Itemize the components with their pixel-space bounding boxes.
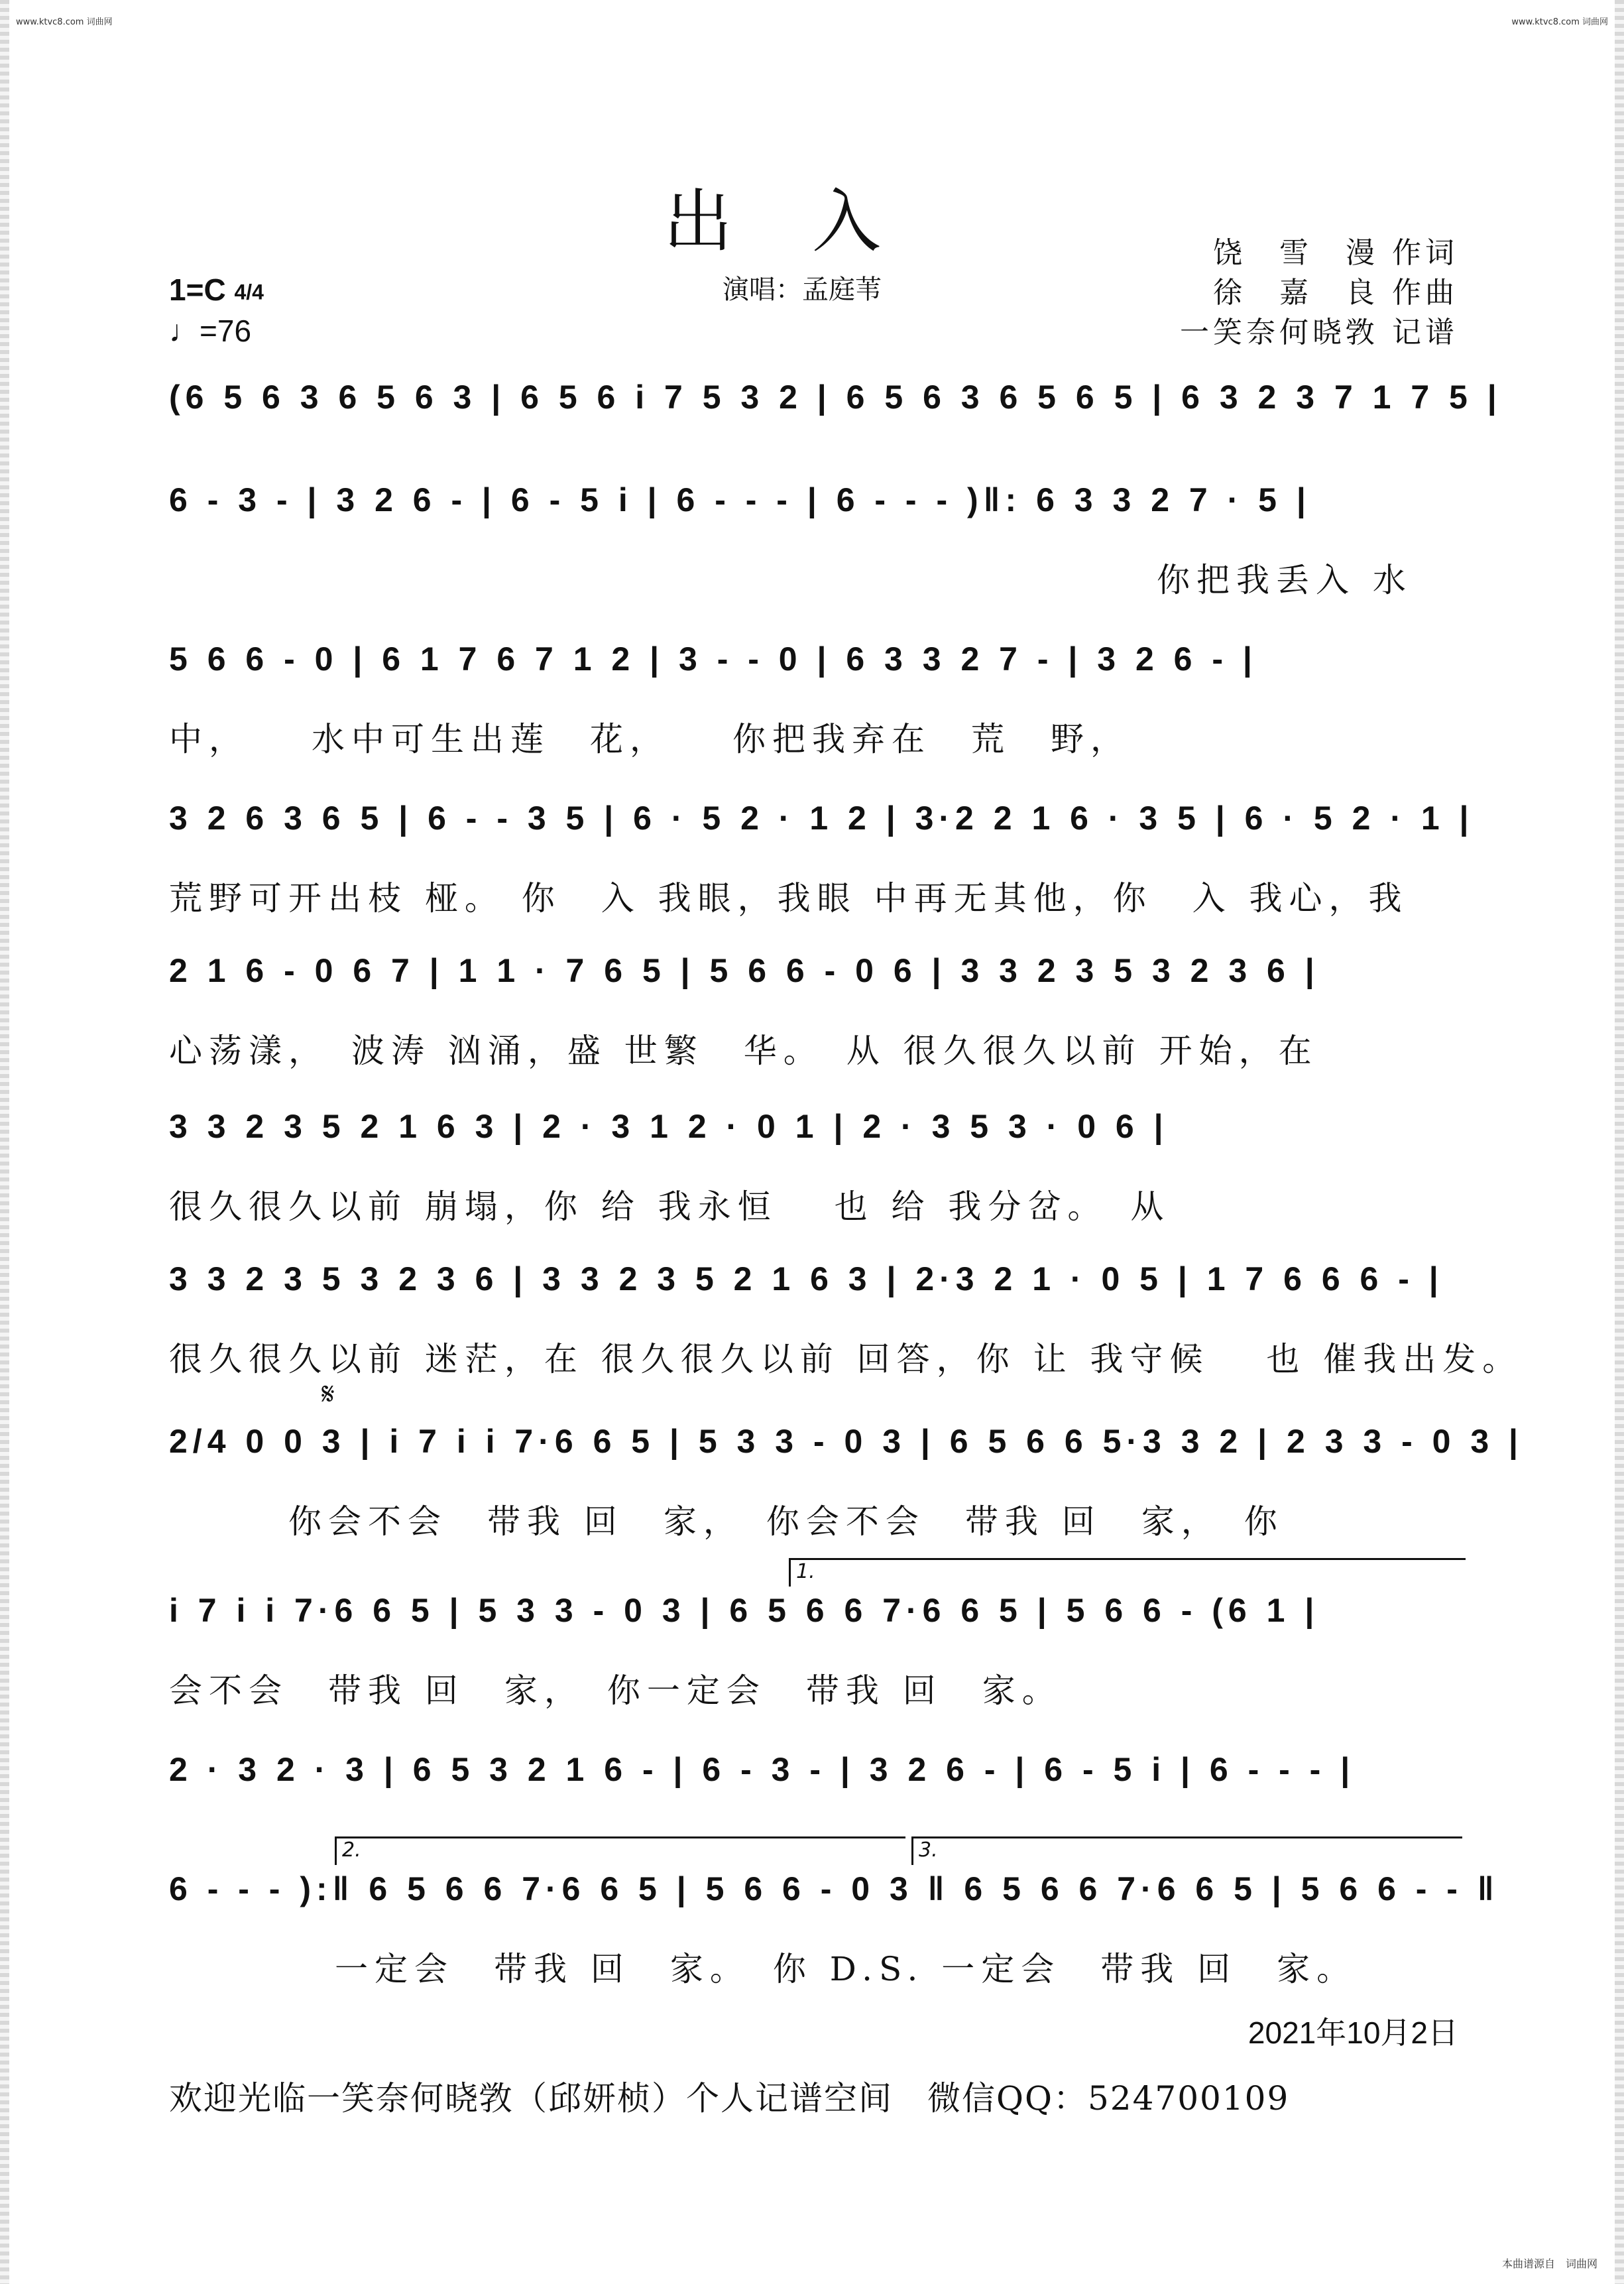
key-signature [169, 272, 264, 308]
volta-1-bracket [789, 1558, 1466, 1587]
right-page-border [1615, 0, 1624, 2284]
notes-line: (6 5 6 3 6 5 6 3 | 6 5 6 i 7 5 3 2 | 6 5 6 3 6 5 6 5 | 6 3 2 3 7 1 7 5 | [169, 379, 1502, 416]
volta-2-label: 2. [342, 1838, 361, 1862]
volta-3-bracket [911, 1836, 1462, 1865]
site-watermark-right: www.ktvc8.com 词曲网 [1511, 17, 1608, 27]
volta-2-bracket [335, 1836, 905, 1865]
lyrics-line: 很久很久以前 迷茫，在 很久很久以前 回答，你 让 我守候 也 催我出发。 [169, 1340, 1523, 1378]
transcription-date: 2021年10月2日 [1247, 2015, 1458, 2050]
singer-credit: 演唱：孟庭苇 [723, 274, 882, 305]
notes-line: 2 · 3 2 · 3 | 6 5 3 2 1 6 - | 6 - 3 - | 3 2 6 - | 6 - 5 i | 6 - - - | [169, 1751, 1356, 1788]
tempo-marking: ♩=76 [169, 314, 252, 348]
notes-line: 2/4 0 0 3 | i 7 i i 7·6 6 5 | 5 3 3 - 0 3 | 6 5 6 6 5·3 3 2 | 2 3 3 - 0 3 | [169, 1423, 1524, 1460]
volta-3-label: 3. [919, 1838, 938, 1862]
lyricist-credit: 饶 雪 漫 作词 [1213, 236, 1458, 270]
transcriber-credit: 一笑奈何晓敩 记谱 [1180, 316, 1458, 349]
lyrics-line: 中， 水中可生出莲 花， 你把我弃在 荒 野， [169, 720, 1130, 758]
notes-line: 2 1 6 - 0 6 7 | 1 1 · 7 6 5 | 5 6 6 - 0 6 | 3 3 2 3 5 3 2 3 6 | [169, 952, 1320, 989]
segno-sign: 𝄋 [321, 1376, 335, 1412]
notes-line: 3 3 2 3 5 3 2 3 6 | 3 3 2 3 5 2 1 6 3 | 2·3 2 1 · 0 5 | 1 7 6 6 6 - | [169, 1260, 1444, 1297]
notes-line: 6 - 3 - | 3 2 6 - | 6 - 5 i | 6 - - - | 6 - - - )‖: 6 3 3 2 7 · 5 | [169, 481, 1311, 518]
lyrics-line: 会不会 带我 回 家， 你一定会 带我 回 家。 [169, 1671, 1062, 1710]
notes-line: 3 3 2 3 5 2 1 6 3 | 2 · 3 1 2 · 0 1 | 2 · 3 5 3 · 0 6 | [169, 1108, 1169, 1145]
composer-credit: 徐 嘉 良 作曲 [1213, 276, 1458, 310]
lyrics-line: 很久很久以前 崩塌，你 给 我永恒 也 给 我分岔。 从 [169, 1187, 1171, 1226]
notes-line: 6 - - - ):‖ 6 5 6 6 7·6 6 5 | 5 6 6 - 0 3 ‖ 6 5 6 6 7·6 6 5 | 5 6 6 - - ‖ [169, 1870, 1499, 1907]
notes-line: i 7 i i 7·6 6 5 | 5 3 3 - 0 3 | 6 5 6 6 7·6 6 5 | 5 6 6 - (6 1 | [169, 1592, 1320, 1629]
notes-line: 5 6 6 - 0 | 6 1 7 6 7 1 2 | 3 - - 0 | 6 3 3 2 7 - | 3 2 6 - | [169, 640, 1257, 678]
notes-line: 3 2 6 3 6 5 | 6 - - 3 5 | 6 · 5 2 · 1 2 | 3·2 2 1 6 · 3 5 | 6 · 5 2 · 1 | [169, 800, 1474, 837]
time-signature: 4/4 [234, 280, 264, 304]
footer-stamp: 本曲谱源自 词曲网 [1501, 2257, 1597, 2270]
lyrics-line: 心荡漾， 波涛 汹涌，盛 世繁 华。 从 很久很久以前 开始，在 [169, 1032, 1318, 1070]
lyrics-line: 荒野可开出枝 桠。 你 入 我眼，我眼 中再无其他，你 入 我心，我 [169, 879, 1409, 918]
site-watermark-left: www.ktvc8.com 词曲网 [16, 17, 113, 27]
left-page-border [0, 0, 9, 2284]
lyrics-line: 你把我丢入 水 [1157, 561, 1413, 599]
song-title: 出入 [663, 181, 960, 262]
lyrics-line: 一定会 带我 回 家。 你 D.S. 一定会 带我 回 家。 [335, 1950, 1357, 1988]
key-label: 1=C [169, 272, 226, 307]
volta-1-label: 1. [796, 1560, 815, 1583]
footer-note: 欢迎光临一笑奈何晓敩（邱妍桢）个人记谱空间 微信QQ：524700109 [169, 2079, 1290, 2118]
lyrics-line: 你会不会 带我 回 家， 你会不会 带我 回 家， 你 [288, 1502, 1284, 1541]
